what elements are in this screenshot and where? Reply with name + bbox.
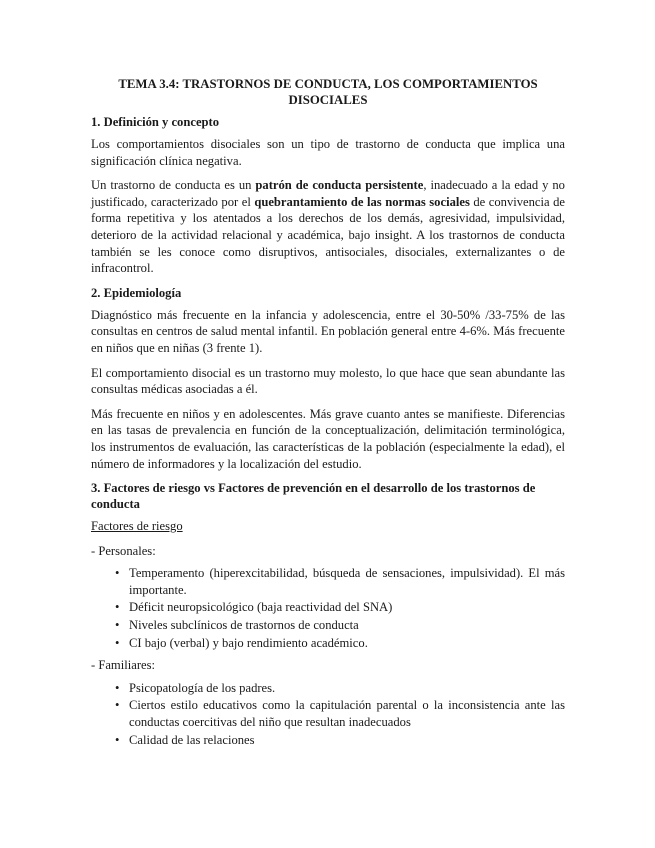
text-run: , inadecuado a la edad y no justificado, caracterizado por el [91, 178, 565, 209]
list-item-text: Temperamento (hiperexcitabilidad, búsqueda de sensaciones, impulsividad). El más importante. [129, 566, 565, 597]
list-item [91, 680, 565, 697]
paragraph-epidemiologia-3: Más frecuente en niños y en adolescentes. Más grave cuanto antes se manifieste. Diferencias en las tasas de prevalencia en función de la conceptualización, delimitación terminológica, los instrumentos de evaluación, las características de la población (especialmente la edad), el número de informadores y la localización del estudio. [91, 406, 565, 471]
paragraph-epidemiologia-1: Diagnóstico más frecuente en la infancia y adolescencia, entre el 30-50% /33-75% de las consultas en centros de salud mental infantil. En población general entre 4-6%. Más frecuente en niños que en niñas (3 frente 1). [91, 307, 565, 355]
list-item [91, 697, 565, 730]
subheading-factores-riesgo: Factores de riesgo [91, 519, 183, 534]
list-item-text: CI bajo (verbal) y bajo rendimiento académico. [129, 635, 368, 650]
bullet-icon: • [115, 618, 120, 633]
paragraph-definicion-1: Los comportamientos disociales son un tipo de trastorno de conducta que implica una significación clínica negativa. [91, 137, 565, 168]
list-item [91, 732, 565, 749]
bold-term-patron: patrón de conducta persistente [255, 178, 424, 193]
document-page [91, 76, 565, 754]
list-item-text: Calidad de las relaciones [129, 732, 255, 747]
bullet-icon: • [115, 732, 120, 747]
bullet-icon: • [115, 600, 120, 615]
section-heading-definicion: 1. Definición y concepto [91, 115, 220, 129]
section-heading-epidemiologia: 2. Epidemiología [91, 285, 182, 300]
list-item [91, 599, 565, 616]
bullet-icon: • [115, 635, 120, 650]
text-run: Un trastorno de conducta es un [91, 178, 256, 193]
paragraph-epidemiologia-2: El comportamiento disocial es un trastorno muy molesto, lo que hace que sean abundante las consultas médicas asociadas a él. [91, 365, 565, 397]
list-familiares [91, 680, 565, 748]
group-label-familiares: - Familiares: [91, 658, 156, 673]
list-item [91, 565, 565, 598]
list-item-text: Ciertos estilo educativos como la capitulación parental o la inconsistencia ante las conductas coercitivas del niño que resultan inadecuados [129, 698, 565, 730]
list-item-text: Psicopatología de los padres. [129, 680, 276, 695]
list-personales [91, 565, 565, 651]
bold-term-quebrantamiento: quebrantamiento de las normas sociales [254, 194, 470, 209]
bullet-icon: • [115, 698, 120, 713]
list-item-text: Niveles subclínicos de trastornos de conducta [129, 618, 359, 633]
list-item-text: Déficit neuropsicológico (baja reactividad del SNA) [129, 600, 393, 615]
bullet-icon: • [115, 566, 120, 581]
paragraph-definicion-2 [91, 177, 565, 277]
list-item [91, 617, 565, 634]
document-title: TEMA 3.4: TRASTORNOS DE CONDUCTA, LOS COMPORTAMIENTOS DISOCIALES [118, 77, 538, 107]
group-label-personales: - Personales: [91, 543, 156, 558]
list-item [91, 635, 565, 652]
text-run: de convivencia de forma repetitiva y los atentados a los derechos de los demás, agresividad, impulsividad, deterioro de la actividad relacional y académica, bajo insight. A los trastornos de conducta también se les conoce como disruptivos, antisociales, disociales, externalizantes o de infracontrol. [91, 194, 565, 276]
bullet-icon: • [115, 680, 120, 695]
section-heading-factores: 3. Factores de riesgo vs Factores de prevención en el desarrollo de los trastornos de conducta [91, 481, 536, 512]
